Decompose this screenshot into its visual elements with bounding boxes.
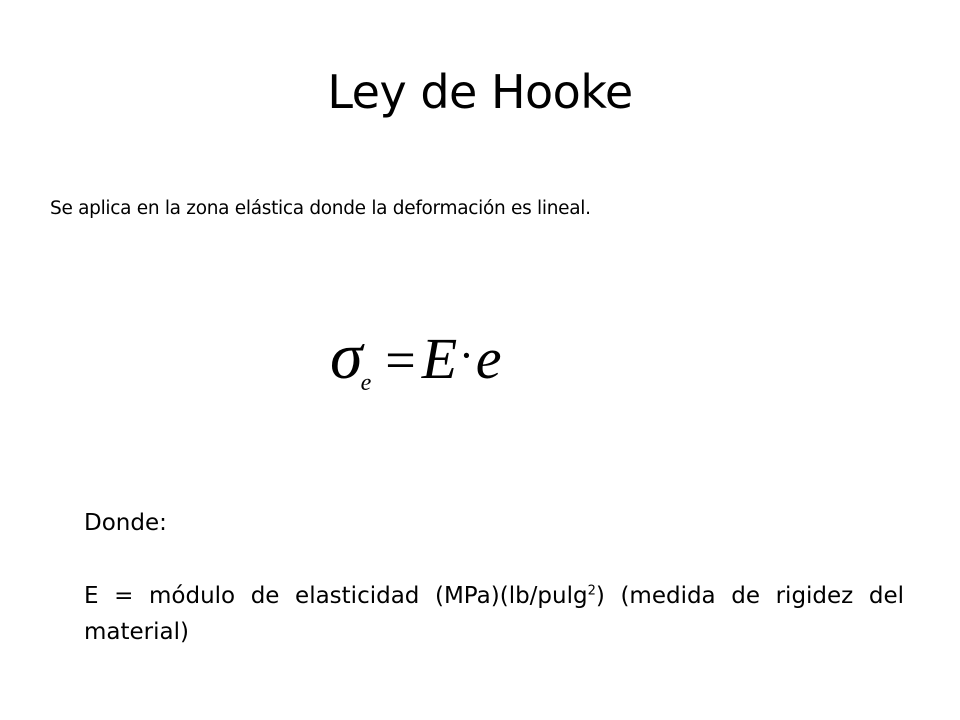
hooke-formula bbox=[330, 322, 502, 402]
definition-text-start: E = módulo de elasticidad (MPa)(lb/pulg bbox=[84, 583, 588, 609]
slide-subtitle: Se aplica en la zona elástica donde la deformación es lineal. bbox=[50, 198, 591, 219]
modulus-definition bbox=[84, 578, 904, 650]
definition-superscript: 2 bbox=[587, 583, 596, 599]
slide-title: Ley de Hooke bbox=[327, 65, 633, 119]
formula-strain: e bbox=[475, 326, 502, 391]
formula-sigma: σ bbox=[330, 320, 363, 393]
formula-modulus: E bbox=[421, 326, 458, 391]
formula-subscript: e bbox=[360, 370, 372, 396]
formula-equals: = bbox=[385, 330, 416, 390]
formula-operator: · bbox=[459, 331, 474, 380]
donde-label: Donde: bbox=[84, 510, 167, 536]
definition-text-end: ) (medida de rigidez del material) bbox=[84, 583, 904, 645]
